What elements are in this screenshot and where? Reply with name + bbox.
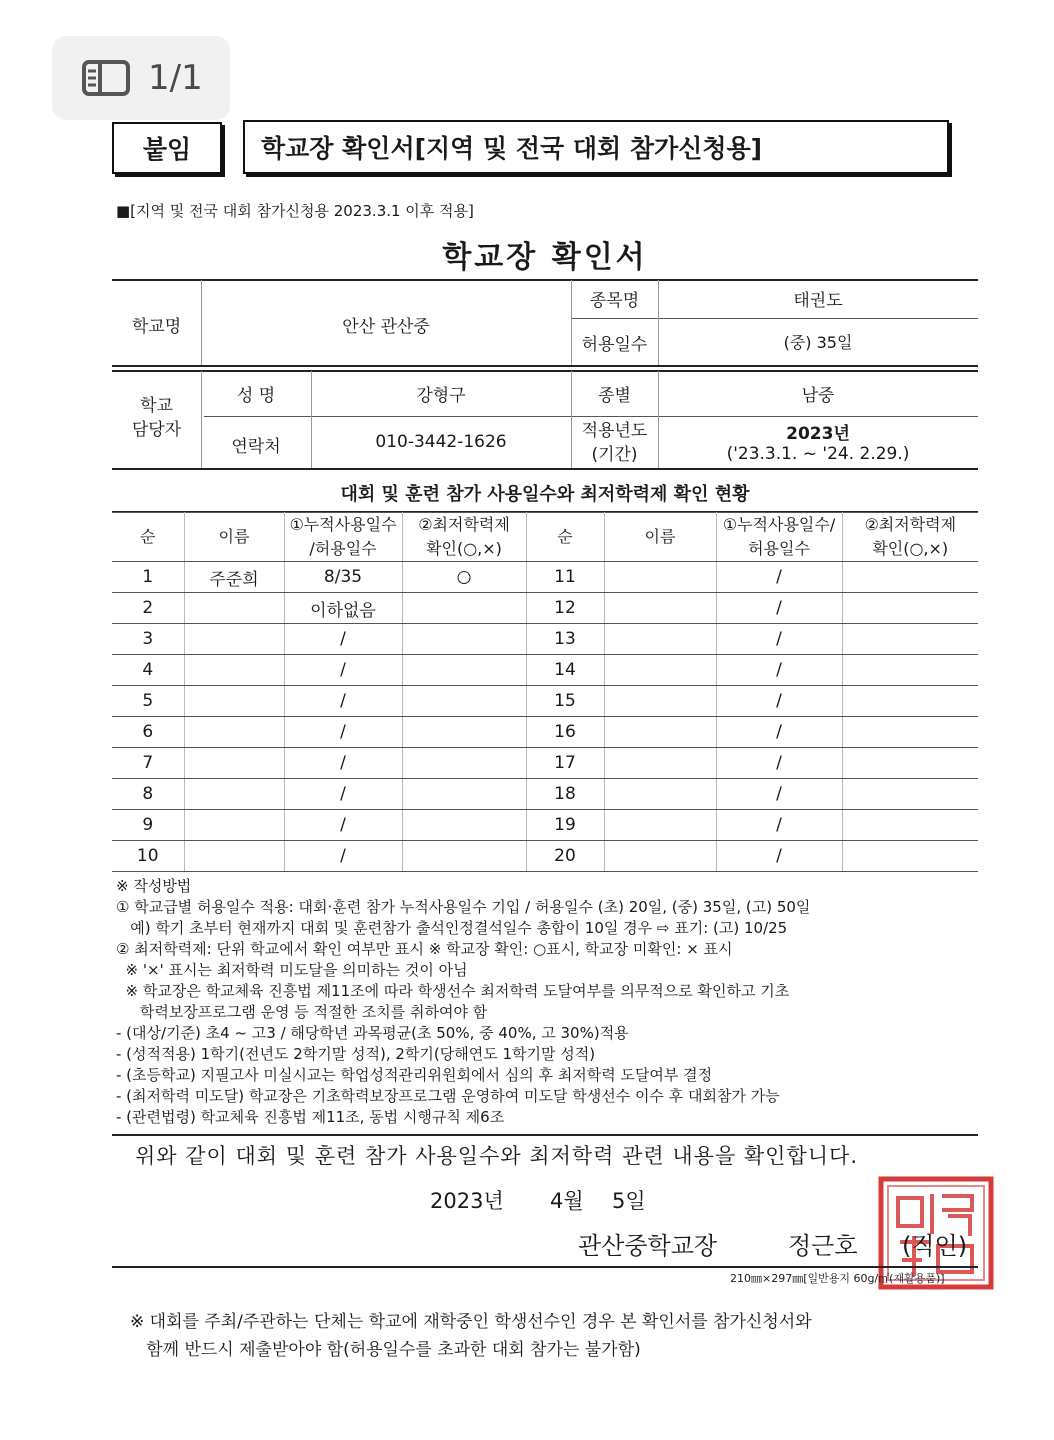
table-cell (842, 686, 978, 717)
table-cell (604, 810, 716, 841)
divider (112, 1134, 978, 1136)
event-label: 종목명 (589, 291, 640, 311)
method-line: - (최저학력 미도달) 학교장은 기초학력보장프로그램 운영하여 미도달 학생선수 이수 후 대회참가 가능 (116, 1087, 780, 1105)
table-cell (842, 841, 978, 872)
signer-school: 관산중학교장 (578, 1232, 718, 1260)
table-cell: 10 (112, 841, 184, 872)
table-cell (402, 779, 526, 810)
table-cell (184, 841, 284, 872)
table-header-row (112, 513, 978, 562)
allow-label: 허용일수 (581, 335, 648, 355)
table-cell: / (284, 655, 402, 686)
table-cell (842, 655, 978, 686)
table-cell: / (716, 593, 842, 624)
school-label: 학교명 (131, 317, 182, 337)
table-cell (604, 686, 716, 717)
table-cell: / (716, 655, 842, 686)
table-cell: / (716, 624, 842, 655)
seal-mark: (직인) (902, 1232, 968, 1260)
divider (572, 318, 978, 319)
bottom-note-line: 함께 반드시 제출받아야 함(허용일수를 초과한 대회 참가는 불가함) (130, 1340, 641, 1360)
table-cell (842, 593, 978, 624)
table-cell: 이하없음 (284, 593, 402, 624)
table-cell: 4 (112, 655, 184, 686)
table-row (112, 624, 978, 655)
divider (112, 370, 978, 372)
year-period: ('23.3.1. ~ '24. 2.29.) (726, 444, 910, 464)
table-cell: 8 (112, 779, 184, 810)
table-cell: 1 (112, 562, 184, 593)
table-cell: / (716, 748, 842, 779)
table-cell (184, 593, 284, 624)
table-cell: ○ (402, 562, 526, 593)
signer-name: 정근호 (788, 1232, 858, 1260)
date-day: 5일 (612, 1189, 646, 1213)
table-cell (402, 686, 526, 717)
table-row (112, 655, 978, 686)
school-value: 안산 관산중 (342, 317, 430, 337)
method-line: 학력보장프로그램 운영 등 적절한 조치를 취하여야 함 (116, 1003, 488, 1021)
table-cell: 6 (112, 717, 184, 748)
table-row (112, 841, 978, 872)
applicability-note: ■[지역 및 전국 대회 참가신청용 2023.3.1 이후 적용] (116, 202, 474, 220)
table-cell: / (716, 562, 842, 593)
method-line: - (대상/기준) 초4 ~ 고3 / 해당학년 과목평균(초 50%, 중 40%, 고 30%)적용 (116, 1024, 629, 1042)
table-cell (184, 624, 284, 655)
contact-value: 010-3442-1626 (375, 432, 507, 452)
method-line: ※ 학교장은 학교체육 진흥법 제11조에 따라 학생선수 최저학력 도달여부를 의무적으로 확인하고 기초 (116, 982, 790, 1000)
method-line: ② 최저학력제: 단위 학교에서 확인 여부만 표시 ※ 학교장 확인: ○표시, 학교장 미확인: × 표시 (116, 940, 733, 958)
table-cell (402, 593, 526, 624)
table-cell (842, 748, 978, 779)
date-month: 4월 (550, 1189, 584, 1213)
table-row (112, 686, 978, 717)
table-cell (402, 810, 526, 841)
table-cell: / (716, 686, 842, 717)
paper-spec: 210㎜×297㎜[일반용지 60g/㎡(재활용품)] (730, 1272, 945, 1285)
table-cell (402, 655, 526, 686)
name-value: 강형구 (416, 386, 466, 406)
table-header-cell: ②최저학력제 확인(○,×) (402, 513, 526, 562)
table-header-cell: 이름 (184, 513, 284, 562)
bottom-note (130, 1308, 812, 1364)
table-cell (604, 655, 716, 686)
year-label: 적용년도 (기간) (581, 421, 648, 465)
table-header-cell: ①누적사용일수 /허용일수 (284, 513, 402, 562)
table-row (112, 779, 978, 810)
table-cell: / (284, 748, 402, 779)
method-line: ※ 작성방법 (116, 877, 192, 895)
usage-table (112, 512, 978, 872)
method-line: - (관련법령) 학교체육 진흥법 제11조, 동법 시행규칙 제6조 (116, 1108, 505, 1126)
table-cell (604, 593, 716, 624)
year-value: 2023년 (786, 424, 850, 444)
manager-label: 학교 담당자 (131, 396, 182, 440)
gender-value: 남중 (801, 386, 835, 406)
table-cell: 9 (112, 810, 184, 841)
page-indicator[interactable] (52, 36, 230, 120)
table-cell: / (284, 686, 402, 717)
table-header-cell: 순 (112, 513, 184, 562)
table-cell: 19 (526, 810, 604, 841)
method-line: ① 학교급별 허용일수 적용: 대회·훈련 참가 누적사용일수 기입 / 허용일수 (초) 20일, (중) 35일, (고) 50일 (116, 898, 811, 916)
table-cell: 15 (526, 686, 604, 717)
method-line: ※ '×' 표시는 최저학력 미도달을 의미하는 것이 아님 (116, 961, 468, 979)
table-cell: 13 (526, 624, 604, 655)
table-cell (842, 717, 978, 748)
table-cell (402, 624, 526, 655)
method-line: - (성적적용) 1학기(전년도 2학기말 성적), 2학기(당해연도 1학기말 성적) (116, 1045, 596, 1063)
table-cell (402, 841, 526, 872)
attachment-tag: 붙임 (112, 122, 222, 174)
divider (112, 1266, 978, 1268)
table-cell: 11 (526, 562, 604, 593)
table-row (112, 593, 978, 624)
table-header-cell: ①누적사용일수/ 허용일수 (716, 513, 842, 562)
confirm-statement: 위와 같이 대회 및 훈련 참가 사용일수와 최저학력 관련 내용을 확인합니다. (135, 1144, 859, 1168)
table-cell: / (716, 717, 842, 748)
table-cell: / (284, 810, 402, 841)
table-cell: 16 (526, 717, 604, 748)
table-row (112, 810, 978, 841)
table-cell (604, 841, 716, 872)
divider (112, 365, 978, 367)
table-cell: 3 (112, 624, 184, 655)
divider (112, 468, 978, 470)
table-cell (184, 717, 284, 748)
table-cell: 20 (526, 841, 604, 872)
table-cell (402, 717, 526, 748)
method-line: 예) 학기 초부터 현재까지 대회 및 훈련참가 출석인정결석일수 총합이 10일 경우 ⇨ 표기: (고) 10/25 (116, 919, 788, 937)
table-header-cell: 순 (526, 513, 604, 562)
table-cell (842, 562, 978, 593)
table-cell: / (284, 779, 402, 810)
allow-value: (중) 35일 (783, 333, 853, 352)
table-cell (604, 717, 716, 748)
name-label: 성 명 (236, 386, 276, 406)
table-cell: 주준희 (184, 562, 284, 593)
divider (112, 279, 978, 281)
table-cell (604, 779, 716, 810)
table-row (112, 562, 978, 593)
date-year: 2023년 (430, 1189, 504, 1213)
event-value: 태권도 (793, 291, 843, 311)
table-cell: / (284, 841, 402, 872)
bottom-note-line: ※ 대회를 주최/주관하는 단체는 학교에 재학중인 학생선수인 경우 본 확인서를 참가신청서와 (130, 1312, 812, 1332)
table-row (112, 748, 978, 779)
table-cell (842, 779, 978, 810)
table-cell (842, 624, 978, 655)
writing-method (116, 876, 810, 1128)
table-cell: / (716, 810, 842, 841)
divider (204, 416, 978, 417)
document-title: 학교장 확인서 (442, 240, 648, 275)
table-caption: 대회 및 훈련 참가 사용일수와 최저학력제 확인 현황 (340, 484, 750, 505)
table-cell: 12 (526, 593, 604, 624)
page-count: 1/1 (148, 58, 203, 98)
table-cell: / (284, 717, 402, 748)
table-cell: / (716, 841, 842, 872)
table-cell: 17 (526, 748, 604, 779)
table-cell (604, 624, 716, 655)
table-cell (842, 810, 978, 841)
table-cell (402, 748, 526, 779)
document-pages-icon (82, 60, 130, 96)
table-cell: 5 (112, 686, 184, 717)
table-cell (184, 686, 284, 717)
table-cell: 7 (112, 748, 184, 779)
table-cell: / (284, 624, 402, 655)
table-cell: 18 (526, 779, 604, 810)
gender-label: 종별 (598, 386, 631, 406)
table-cell: 8/35 (284, 562, 402, 593)
table-cell (184, 748, 284, 779)
table-cell (184, 810, 284, 841)
contact-label: 연락처 (231, 437, 281, 457)
table-cell: 14 (526, 655, 604, 686)
table-row (112, 717, 978, 748)
table-cell (604, 748, 716, 779)
table-cell (184, 779, 284, 810)
table-cell: / (716, 779, 842, 810)
document-heading: 학교장 확인서[지역 및 전국 대회 참가신청용] (243, 120, 949, 174)
table-cell (184, 655, 284, 686)
table-cell (604, 562, 716, 593)
table-header-cell: 이름 (604, 513, 716, 562)
table-cell: 2 (112, 593, 184, 624)
table-header-cell: ②최저학력제 확인(○,×) (842, 513, 978, 562)
method-line: - (초등학교) 지필고사 미실시교는 학업성적관리위원회에서 심의 후 최저학력 도달여부 결정 (116, 1066, 713, 1084)
